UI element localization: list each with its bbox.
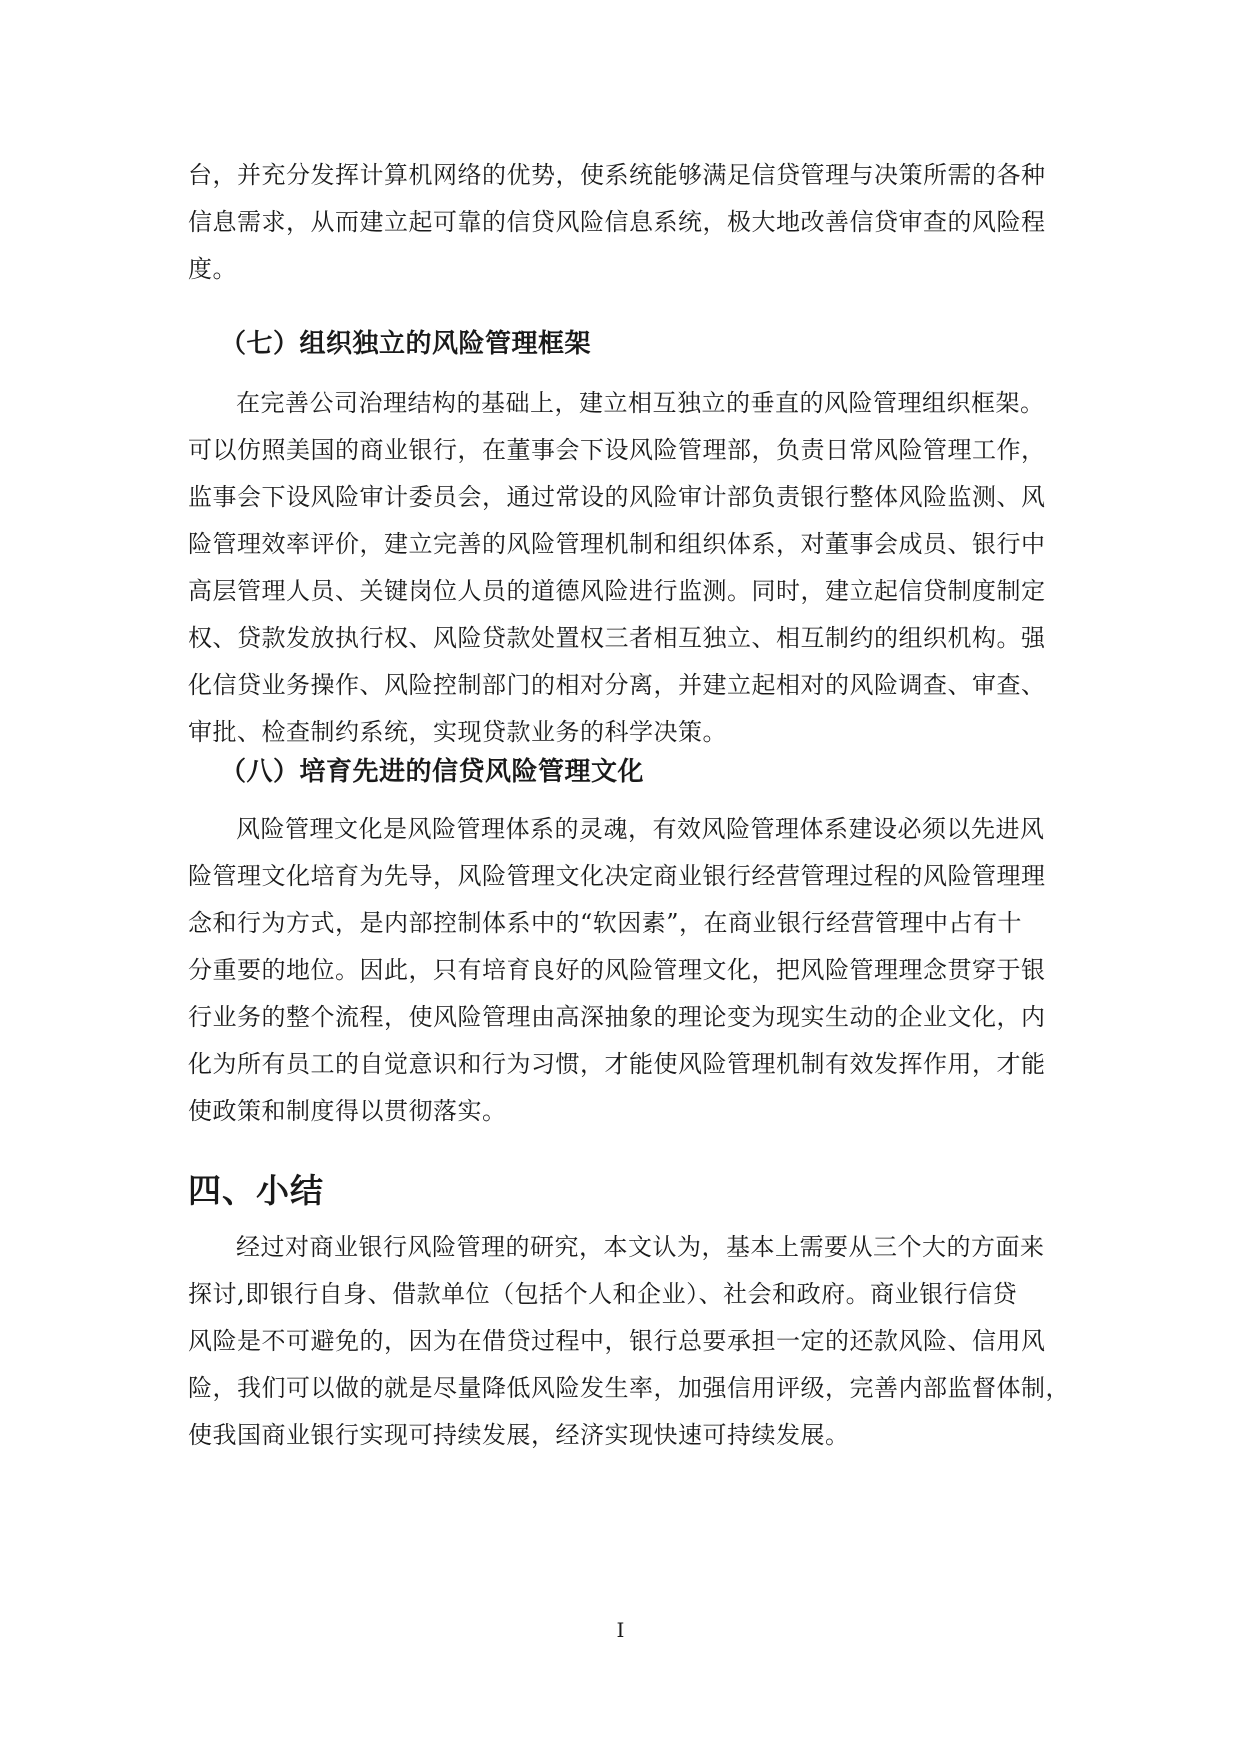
text-line: 险管理效率评价，建立完善的风险管理机制和组织体系，对董事会成员、银行中	[188, 530, 1046, 558]
text-line: 分重要的地位。因此，只有培育良好的风险管理文化，把风险管理理念贯穿于银	[188, 956, 1046, 984]
paragraph-continued	[188, 152, 1046, 293]
chapter-heading-summary: 四、小结	[188, 1171, 324, 1210]
text-line: 化信贷业务操作、风险控制部门的相对分离，并建立起相对的风险调查、审查、	[188, 671, 1046, 699]
text-line: 审批、检查制约系统，实现贷款业务的科学决策。	[188, 718, 727, 746]
text-line: 监事会下设风险审计委员会，通过常设的风险审计部负责银行整体风险监测、风	[188, 483, 1046, 511]
section-heading-eight: （八）培育先进的信贷风险管理文化	[220, 757, 645, 787]
text-line: 经过对商业银行风险管理的研究，本文认为，基本上需要从三个大的方面来	[236, 1233, 1045, 1261]
text-line: 风险管理文化是风险管理体系的灵魂，有效风险管理体系建设必须以先进风	[236, 815, 1045, 843]
text-line: 高层管理人员、关键岗位人员的道德风险进行监测。同时，建立起信贷制度制定	[188, 577, 1046, 605]
text-line: 念和行为方式，是内部控制体系中的“软因素”，在商业银行经营管理中占有十	[188, 909, 1023, 937]
text-line: 权、贷款发放执行权、风险贷款处置权三者相互独立、相互制约的组织机构。强	[188, 624, 1046, 652]
page-number: I	[616, 1618, 625, 1642]
text-line: 度。	[188, 255, 237, 283]
text-line: 险管理文化培育为先导，风险管理文化决定商业银行经营管理过程的风险管理理	[188, 862, 1046, 890]
text-line: 使我国商业银行实现可持续发展，经济实现快速可持续发展。	[188, 1421, 850, 1449]
text-line: 可以仿照美国的商业银行，在董事会下设风险管理部，负责日常风险管理工作，	[188, 436, 1046, 464]
text-line: 在完善公司治理结构的基础上，建立相互独立的垂直的风险管理组织框架。	[236, 389, 1045, 417]
text-line: 化为所有员工的自觉意识和行为习惯，才能使风险管理机制有效发挥作用，才能	[188, 1050, 1046, 1078]
text-line: 信息需求，从而建立起可靠的信贷风险信息系统，极大地改善信贷审查的风险程	[188, 208, 1046, 236]
text-line: 使政策和制度得以贯彻落实。	[188, 1097, 507, 1125]
text-line: 风险是不可避免的，因为在借贷过程中，银行总要承担一定的还款风险、信用风	[188, 1327, 1046, 1355]
text-line: 探讨,即银行自身、借款单位（包括个人和企业）、社会和政府。商业银行信贷	[188, 1280, 1018, 1308]
text-line: 险，我们可以做的就是尽量降低风险发生率，加强信用评级，完善内部监督体制，	[188, 1374, 1070, 1402]
paragraph-risk-culture	[188, 806, 1046, 1135]
paragraph-summary	[188, 1224, 1070, 1459]
paragraph-risk-framework	[188, 380, 1046, 756]
text-line: 台，并充分发挥计算机网络的优势，使系统能够满足信贷管理与决策所需的各种	[188, 161, 1046, 189]
text-line: 行业务的整个流程，使风险管理由高深抽象的理论变为现实生动的企业文化，内	[188, 1003, 1046, 1031]
section-heading-seven: （七）组织独立的风险管理框架	[220, 329, 592, 359]
